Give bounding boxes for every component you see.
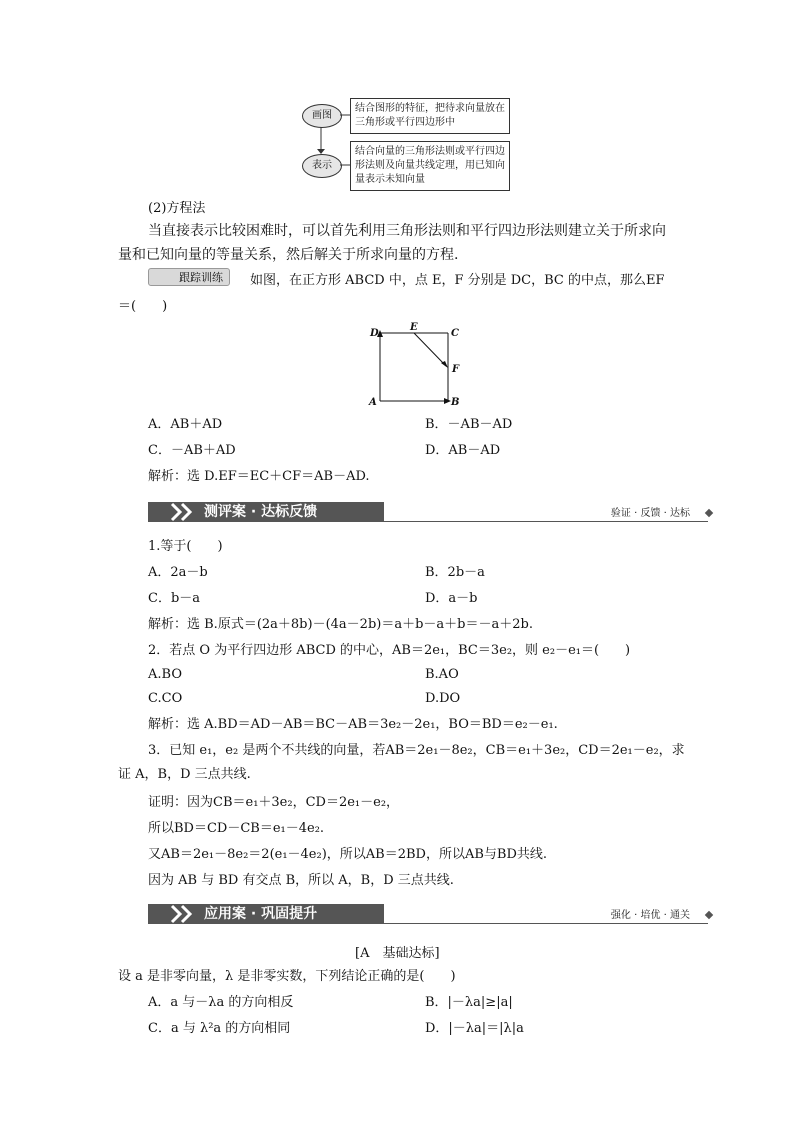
label-F: F (452, 364, 460, 375)
practice-answer: 解析：选 D.EF＝EC＋CF＝AB－AD. (148, 469, 370, 484)
method2-para-1: 当直接表示比较困难时，可以首先利用三角形法则和平行四边形法则建立关于所求向 (148, 223, 666, 239)
q3-proof-1: 证明：因为CB＝e₁＋3e₂，CD＝2e₁－e₂， (148, 795, 400, 810)
section-banner-1 (148, 500, 718, 524)
flow-step2-text-3: 量表示未知向量 (355, 174, 425, 185)
q3-proof-3: 又AB＝2e₁－8e₂＝2(e₁－4e₂)，所以AB＝2BD，所以AB与BD共线. (148, 847, 548, 862)
label-E: E (410, 322, 418, 333)
section-a-stem: 设 a 是非零向量，λ 是非零实数，下列结论正确的是( ) (118, 969, 456, 984)
practice-question-2: ＝( ) (118, 299, 168, 314)
flow-step2-oval: 表示 (302, 154, 342, 178)
flow-step2-text-2: 形法则及向量共线定理，用已知向 (355, 160, 505, 171)
q2-option-b: B.AO (425, 667, 459, 682)
flow-step1-oval: 画图 (302, 104, 342, 128)
section-banner-2 (148, 902, 718, 926)
method2-para-2: 量和已知向量的等量关系，然后解关于所求向量的方程. (118, 247, 459, 263)
banner-1-right: 验证 · 反馈 · 达标 (610, 508, 690, 519)
banner-2-title: 应用案 · 巩固提升 (204, 906, 318, 922)
section-a-option-b: B．|－λa|≥|a| (425, 995, 513, 1010)
section-a-option-d: D．|－λa|＝|λ|a (425, 1021, 524, 1036)
q2-option-a: A.BO (148, 667, 182, 682)
q3-stem-2: 证 A，B，D 三点共线. (118, 767, 251, 782)
flow-step2-box (350, 141, 510, 191)
banner-2-rule (384, 923, 708, 924)
q3-proof-2: 所以BD＝CD－CB＝e₁－4e₂. (148, 821, 325, 836)
flow-connectors (300, 96, 360, 196)
banner-1-rule (384, 521, 708, 522)
q1-answer: 解析：选 B.原式＝(2a＋8b)－(4a－2b)＝a＋b－a＋b＝－a＋2b. (148, 617, 533, 632)
q3-stem-1: 3．已知 e₁，e₂ 是两个不共线的向量，若AB＝2e₁－8e₂，CB＝e₁＋3e₂，CD＝2e₁－e₂，求 (148, 743, 685, 758)
label-B: B (451, 397, 460, 408)
q2-option-c: C.CO (148, 691, 183, 706)
practice-option-a: A．AB＋AD (148, 417, 223, 432)
practice-option-b: B．－AB－AD (425, 417, 513, 432)
label-D: D (370, 328, 379, 339)
practice-tag: 跟踪训练 (148, 268, 230, 286)
banner-1-title: 测评案 · 达标反馈 (204, 504, 318, 520)
chevron-icon (168, 502, 198, 522)
label-C: C (451, 328, 459, 339)
q2-option-d: D.DO (425, 691, 461, 706)
q2-answer: 解析：选 A.BD＝AD－AB＝BC－AB＝3e₂－2e₁，BO＝BD＝e₂－e₁. (148, 717, 558, 732)
practice-question-1: 如图，在正方形 ABCD 中，点 E，F 分别是 DC，BC 的中点，那么EF (250, 273, 665, 288)
q2-stem: 2．若点 O 为平行四边形 ABCD 的中心，AB＝2e₁，BC＝3e₂，则 e₂－e₁＝( ) (148, 643, 631, 658)
flow-step1-text-1: 结合图形的特征，把待求向量放在 (355, 103, 505, 114)
q3-proof-4: 因为 AB 与 BD 有交点 B，所以 A，B，D 三点共线. (148, 873, 454, 888)
diamond-icon (705, 911, 713, 919)
q1-option-a: A．2a－b (148, 565, 208, 580)
q1-option-d: D．a－b (425, 591, 478, 606)
practice-option-d: D．AB－AD (425, 443, 501, 458)
section-a-option-a: A．a 与－λa 的方向相反 (148, 995, 294, 1010)
diamond-icon (705, 509, 713, 517)
q1-option-c: C．b－a (148, 591, 201, 606)
flow-step1-text-2: 三角形或平行四边形中 (355, 117, 455, 128)
practice-option-c: C．－AB＋AD (148, 443, 236, 458)
q1-stem: 1.等于( ) (148, 539, 223, 554)
label-A: A (369, 397, 377, 408)
banner-2-right: 强化 · 培优 · 通关 (610, 910, 690, 921)
section-a-heading: [A 基础达标] (355, 946, 440, 961)
chevron-icon (168, 904, 198, 924)
q1-option-b: B．2b－a (425, 565, 485, 580)
section-a-option-c: C．a 与 λ²a 的方向相同 (148, 1021, 291, 1036)
flow-step1-box (350, 98, 510, 134)
flow-step2-text-1: 结合向量的三角形法则或平行四边 (355, 146, 505, 157)
method2-heading: (2)方程法 (148, 201, 206, 216)
